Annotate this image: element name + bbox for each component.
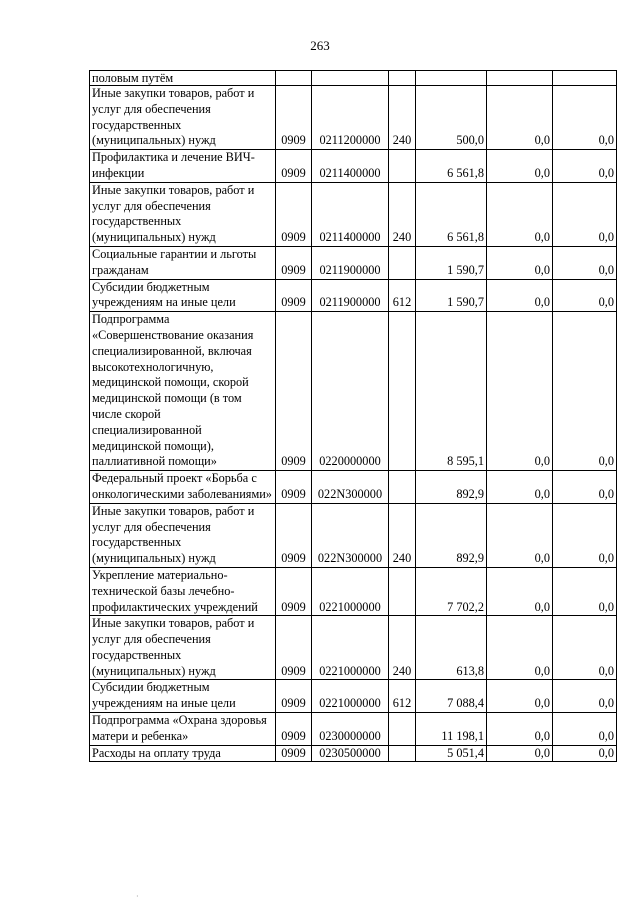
- table-row: [90, 471, 617, 504]
- expense-name-cell: половым путём: [90, 71, 276, 86]
- table-row: [90, 713, 617, 746]
- department-code-cell: 0909: [276, 713, 312, 746]
- amount-cell: 0,0: [553, 567, 617, 615]
- table-row: [90, 616, 617, 680]
- expense-name-cell: Иные закупки товаров, работ и услуг для обеспечения государственных (муниципальных) нужд: [90, 616, 276, 680]
- amount-cell: 0,0: [553, 246, 617, 279]
- amount-cell: 0,0: [553, 279, 617, 312]
- expense-name-cell: Социальные гарантии и льготы гражданам: [90, 246, 276, 279]
- expense-type-cell: [389, 471, 416, 504]
- expense-name-cell: Профилактика и лечение ВИЧ-инфекции: [90, 150, 276, 183]
- target-article-cell: 0221000000: [312, 567, 389, 615]
- target-article-cell: 0230000000: [312, 713, 389, 746]
- amount-cell: [553, 71, 617, 86]
- amount-cell: 0,0: [487, 279, 553, 312]
- department-code-cell: 0909: [276, 745, 312, 762]
- amount-cell: 892,9: [416, 503, 487, 567]
- amount-cell: 0,0: [487, 471, 553, 504]
- expense-name-cell: Подпрограмма «Совершенствование оказания специализированной, включая высокотехнологичную, медицинской помощи, скорой медицинской помощи (в том числе скорой специализированной медицинской помощи), паллиативной помощи»: [90, 312, 276, 471]
- amount-cell: 6 561,8: [416, 182, 487, 246]
- amount-cell: 0,0: [487, 680, 553, 713]
- amount-cell: [416, 71, 487, 86]
- target-article-cell: 0211900000: [312, 246, 389, 279]
- department-code-cell: [276, 71, 312, 86]
- amount-cell: 0,0: [553, 150, 617, 183]
- amount-cell: 0,0: [487, 616, 553, 680]
- expense-name-cell: Иные закупки товаров, работ и услуг для обеспечения государственных (муниципальных) нужд: [90, 503, 276, 567]
- amount-cell: 1 590,7: [416, 279, 487, 312]
- table-row: [90, 246, 617, 279]
- expense-type-cell: [389, 312, 416, 471]
- table-row: [90, 182, 617, 246]
- expense-name-cell: Подпрограмма «Охрана здоровья матери и ребенка»: [90, 713, 276, 746]
- table-row: [90, 312, 617, 471]
- expense-name-cell: Субсидии бюджетным учреждениям на иные цели: [90, 680, 276, 713]
- amount-cell: 892,9: [416, 471, 487, 504]
- target-article-cell: 0220000000: [312, 312, 389, 471]
- department-code-cell: 0909: [276, 616, 312, 680]
- target-article-cell: 0230500000: [312, 745, 389, 762]
- amount-cell: 0,0: [553, 182, 617, 246]
- page-number: 263: [310, 38, 330, 53]
- expense-type-cell: [389, 150, 416, 183]
- amount-cell: 7 702,2: [416, 567, 487, 615]
- expense-type-cell: [389, 246, 416, 279]
- department-code-cell: 0909: [276, 503, 312, 567]
- table-body: [90, 71, 617, 762]
- amount-cell: 0,0: [553, 745, 617, 762]
- amount-cell: 0,0: [487, 86, 553, 150]
- expense-name-cell: Иные закупки товаров, работ и услуг для обеспечения государственных (муниципальных) нужд: [90, 182, 276, 246]
- table-row: [90, 567, 617, 615]
- expense-name-cell: Укрепление материально-технической базы лечебно-профилактических учреждений: [90, 567, 276, 615]
- expense-name-cell: Федеральный проект «Борьба с онкологическими заболеваниями»: [90, 471, 276, 504]
- amount-cell: 0,0: [487, 312, 553, 471]
- table-row: [90, 745, 617, 762]
- expense-name-cell: Расходы на оплату труда: [90, 745, 276, 762]
- department-code-cell: 0909: [276, 471, 312, 504]
- amount-cell: 0,0: [487, 150, 553, 183]
- amount-cell: 8 595,1: [416, 312, 487, 471]
- department-code-cell: 0909: [276, 86, 312, 150]
- expense-name-cell: Субсидии бюджетным учреждениям на иные цели: [90, 279, 276, 312]
- amount-cell: 0,0: [487, 182, 553, 246]
- scan-mark: ·: [136, 892, 139, 901]
- target-article-cell: 0211900000: [312, 279, 389, 312]
- department-code-cell: 0909: [276, 246, 312, 279]
- amount-cell: 0,0: [487, 567, 553, 615]
- department-code-cell: 0909: [276, 279, 312, 312]
- amount-cell: 1 590,7: [416, 246, 487, 279]
- expense-type-cell: [389, 71, 416, 86]
- table-row: [90, 503, 617, 567]
- amount-cell: 11 198,1: [416, 713, 487, 746]
- amount-cell: 0,0: [487, 503, 553, 567]
- department-code-cell: 0909: [276, 312, 312, 471]
- amount-cell: 0,0: [487, 745, 553, 762]
- target-article-cell: 0211200000: [312, 86, 389, 150]
- amount-cell: 0,0: [553, 471, 617, 504]
- amount-cell: 0,0: [553, 86, 617, 150]
- expense-type-cell: 612: [389, 279, 416, 312]
- target-article-cell: 0221000000: [312, 680, 389, 713]
- expense-type-cell: [389, 713, 416, 746]
- expense-type-cell: 240: [389, 182, 416, 246]
- expense-type-cell: [389, 745, 416, 762]
- table-row: [90, 150, 617, 183]
- target-article-cell: 0211400000: [312, 182, 389, 246]
- amount-cell: 0,0: [553, 503, 617, 567]
- table-row: [90, 71, 617, 86]
- expense-type-cell: [389, 567, 416, 615]
- table-row: [90, 279, 617, 312]
- target-article-cell: [312, 71, 389, 86]
- amount-cell: 0,0: [553, 713, 617, 746]
- department-code-cell: 0909: [276, 680, 312, 713]
- department-code-cell: 0909: [276, 567, 312, 615]
- target-article-cell: 022N300000: [312, 471, 389, 504]
- expense-type-cell: 240: [389, 86, 416, 150]
- amount-cell: 0,0: [553, 680, 617, 713]
- table-row: [90, 86, 617, 150]
- amount-cell: 0,0: [553, 616, 617, 680]
- expense-type-cell: 612: [389, 680, 416, 713]
- amount-cell: 0,0: [487, 713, 553, 746]
- expense-type-cell: 240: [389, 616, 416, 680]
- amount-cell: 7 088,4: [416, 680, 487, 713]
- target-article-cell: 0221000000: [312, 616, 389, 680]
- amount-cell: 6 561,8: [416, 150, 487, 183]
- amount-cell: 0,0: [553, 312, 617, 471]
- amount-cell: 500,0: [416, 86, 487, 150]
- department-code-cell: 0909: [276, 150, 312, 183]
- amount-cell: [487, 71, 553, 86]
- expense-name-cell: Иные закупки товаров, работ и услуг для обеспечения государственных (муниципальных) нужд: [90, 86, 276, 150]
- target-article-cell: 022N300000: [312, 503, 389, 567]
- amount-cell: 613,8: [416, 616, 487, 680]
- budget-table: [89, 70, 617, 762]
- table-row: [90, 680, 617, 713]
- target-article-cell: 0211400000: [312, 150, 389, 183]
- department-code-cell: 0909: [276, 182, 312, 246]
- amount-cell: 0,0: [487, 246, 553, 279]
- expense-type-cell: 240: [389, 503, 416, 567]
- amount-cell: 5 051,4: [416, 745, 487, 762]
